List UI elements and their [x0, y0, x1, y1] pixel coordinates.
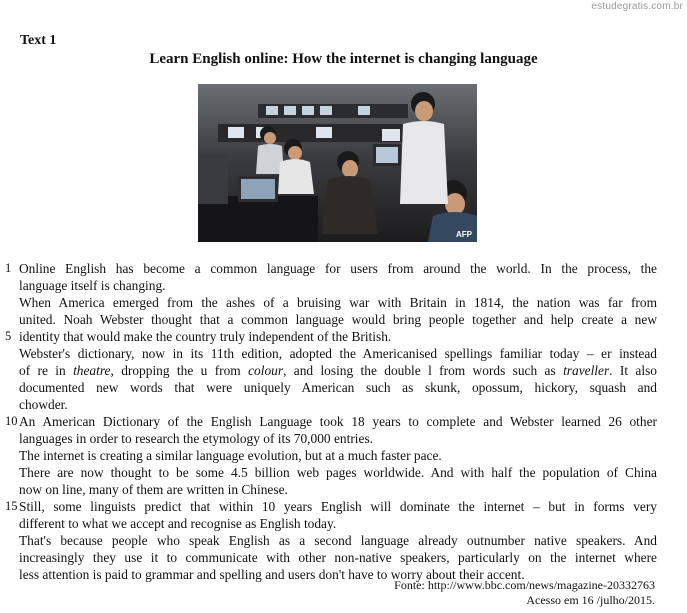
italic-word: traveller — [563, 363, 610, 378]
text-line — [19, 532, 657, 549]
access-date: Acesso em 16 /julho/2015. — [526, 593, 655, 607]
text-line — [5, 498, 657, 515]
text-line — [19, 447, 657, 464]
line-text: languages in order to research the etymology of its 70,000 entries. — [19, 431, 374, 446]
text-line — [19, 362, 657, 379]
photo-credit: AFP — [456, 230, 472, 239]
text-line — [19, 294, 657, 311]
line-number: 15 — [5, 499, 18, 513]
line-text — [19, 363, 657, 378]
line-text: That's because people who speak English as a second language already outnumber native speakers. And — [19, 533, 657, 548]
line-text: An American Dictionary of the English Language took 18 years to complete and Webster learned 26 other — [19, 414, 657, 429]
line-text: Still, some linguists predict that within 10 years English will dominate the internet – but in forms very — [19, 499, 657, 514]
text-line — [19, 481, 657, 498]
text-line — [19, 549, 657, 566]
text-run: , dropping the u from — [110, 363, 249, 378]
line-text: united. Noah Webster thought that a common language would bring people together and help create a new — [19, 312, 657, 327]
text-line — [5, 413, 657, 430]
text-line — [19, 311, 657, 328]
text-line — [19, 277, 657, 294]
line-text: identity that would make the country truly independent of the British. — [19, 329, 392, 344]
line-text: less attention is paid to grammar and spelling and users don't have to worry about their accent. — [19, 567, 525, 582]
source-url: Fonte: http://www.bbc.com/news/magazine-20332763 — [394, 578, 655, 592]
line-number: 5 — [5, 329, 12, 343]
line-text: Webster's dictionary, now in its 11th edition, adopted the Americanised spellings familiar today – er instead — [19, 346, 657, 361]
text-line — [5, 328, 657, 345]
text-run: . It also — [609, 363, 657, 378]
article-body — [5, 260, 657, 583]
source-citation — [394, 578, 655, 608]
line-text: There are now thought to be some 4.5 billion web pages worldwide. And with half the population of China — [19, 465, 657, 480]
line-text: now on line, many of them are written in Chinese. — [19, 482, 288, 497]
text-line — [19, 345, 657, 362]
line-text: increasingly they use it to communicate with other non-native speakers, particularly on the internet where — [19, 550, 657, 565]
text-line — [19, 515, 657, 532]
line-text: When America emerged from the ashes of a bruising war with Britain in 1814, the nation was far from — [19, 295, 657, 310]
text-line — [5, 260, 657, 277]
italic-word: theatre — [73, 363, 111, 378]
line-text: chowder. — [19, 397, 68, 412]
text-run: , and losing the double l from words such as — [283, 363, 564, 378]
article-title: Learn English online: How the internet is changing language — [149, 51, 538, 67]
text-line — [19, 464, 657, 481]
line-text: different to what we accept and recognise as English today. — [19, 516, 337, 531]
line-text: language itself is changing. — [19, 278, 166, 293]
site-watermark: estudegratis.com.br — [591, 1, 683, 12]
article-photo — [198, 84, 477, 242]
text-line — [19, 396, 657, 413]
line-number: 10 — [5, 414, 18, 428]
line-text: documented new words that were uniquely American such as skunk, opossum, hickory, squash and — [19, 380, 657, 395]
line-text: Online English has become a common language for users from around the world. In the process, the — [19, 261, 657, 276]
text-line — [19, 430, 657, 447]
text-line — [19, 379, 657, 396]
text-label: Text 1 — [20, 33, 57, 48]
italic-word: colour — [248, 363, 284, 378]
line-number: 1 — [5, 261, 12, 275]
photo-icon — [198, 84, 477, 242]
text-run: of re in — [19, 363, 74, 378]
line-text: The internet is creating a similar language evolution, but at a much faster pace. — [19, 448, 442, 463]
